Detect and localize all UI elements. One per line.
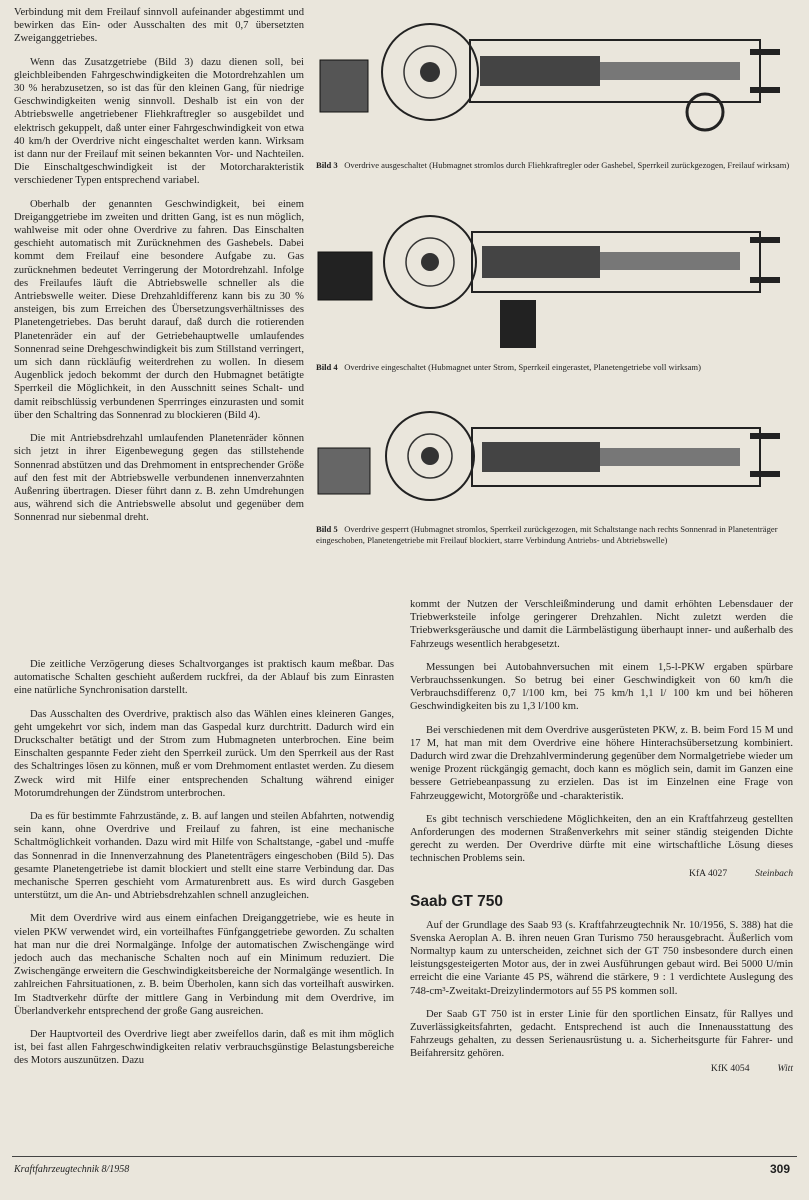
paragraph: Mit dem Overdrive wird aus einem einfachen Dreiganggetriebe, wie es heute in vielen PKW verwendet wird, ein vorteilhaftes Fünfganggetriebe geworden. Zu schalten hat man nur die drei Normalgänge. Infolge der automatischen Zwischengänge wird jedoch auch das mechanische Schalten noch auf ein Minimum reduziert. Die Zwischengänge erweitern die Geschwindigkeitsbereiche der Normalgänge wesentlich. In zahlreichen Fahrsituationen, z. B. beim Überholen, kann sich das vorteilhaft auswirken. Im Stadtverkehr dürfte der mittlere Gang in Verbindung mit dem Overdrive, im Überlandverkehr entsprechend der große Gang ausreichen. <box>14 913 394 1017</box>
reference-code: KfK 4054 <box>710 1062 750 1074</box>
figure-5-drawing <box>310 404 798 520</box>
paragraph: Es gibt technisch verschiedene Möglichkeiten, den an ein Kraftfahrzeug gestellten Anforderungen des modernen Straßenverkehrs mit seiner ständig steigenden Dichte gerecht zu werden. Der Overdrive dürfte mit eine wirtschaftliche Lösung dieses technischen Problems sein. <box>410 813 793 865</box>
paragraph: Auf der Grundlage des Saab 93 (s. Kraftfahrzeugtechnik Nr. 10/1956, S. 388) hat die Svenska Aeroplan A. B. ihren neuen Gran Turismo 750 herausgebracht. Äußerlich vom Normaltyp kaum zu unterscheiden, zeichnet sich der GT 750 insbesondere durch einen leistungsgesteigerten Motor aus, der in zwei Ausführungen gebaut wird. Bei 5000 U/min erreicht die eine Variante 45 PS, während die stärkere, 9 : 1 verdichtete Auslegung des 748-cm³-Zweitakt-Dreizylindermotors auf 55 PS kommen soll. <box>410 919 793 997</box>
right-column <box>410 598 793 1074</box>
paragraph: Oberhalb der genannten Geschwindigkeit, bei einem Dreiganggetriebe im zweiten und dritten Gang, ist es nun möglich, wahlweise mit oder ohne Overdrive zu fahren. Das Einschalten geschieht automatisch mit Zurücknehmen des Gashebels. Dabei kommt dem Freilauf eine besondere Aufgabe zu. Gas zurücknehmen bedeutet Verringerung der Motordrehzahl. Infolge des Freilaufes läuft die Abtriebswelle schneller als die Antriebswelle weiter. Diese Drehzahldifferenz kann bis zu 30 % ansteigen, bis zum Erreichen des Übersetzungsverhältnisses des Planetengetriebes. Das beruht darauf, daß durch die rotierenden Planetenräder ein auf der Getriebehauptwelle umlaufendes Sonnenrad seine Drehgeschwindigkeit bis zum Stillstand verringert, um sich dann rückläufig weiterdrehen zu wollen. In diesem Augenblick jedoch bekommt der durch den Hubmagnet betätigte Sperrkeil die Möglichkeit, in den Ausschnitt seines Schalt- und damit reibschlüssig verbundenen Sperrringes einzurasten und somit über den Schaltring das Sonnenrad zu blockieren (Bild 4). <box>14 198 304 421</box>
figure-4-caption <box>316 362 800 373</box>
author: Witt <box>777 1062 793 1074</box>
journal-name: Kraftfahrzeugtechnik 8/1958 <box>14 1164 130 1175</box>
figure-3-drawing <box>310 12 798 154</box>
figure-label: Bild 3 <box>316 160 338 170</box>
paragraph: Die zeitliche Verzögerung dieses Schaltvorganges ist praktisch kaum meßbar. Das automatische Schalten geschieht außerdem ruckfrei, da der Ablauf bis zum Einrasten eine natürliche Synchronisation darstellt. <box>14 659 394 697</box>
paragraph: Der Saab GT 750 ist in erster Linie für den sportlichen Einsatz, für Rallyes und Zuverlässigkeitsfahrten, gedacht. Entsprechend ist auch die Innenausstattung des Fahrzeugs gehalten, zu dessen Serienausrüstung u. a. Sicherheitsgurte für Fahrer- und Beifahrersitz gehören. <box>410 1008 793 1060</box>
signature <box>410 1063 793 1074</box>
figure-label: Bild 4 <box>316 362 338 372</box>
left-column-lower <box>14 658 394 1078</box>
figure-4-drawing <box>310 204 798 354</box>
article-title: Saab GT 750 <box>410 892 504 910</box>
figure-label: Bild 5 <box>316 524 338 534</box>
page-number: 309 <box>770 1162 791 1176</box>
paragraph: Bei verschiedenen mit dem Overdrive ausgerüsteten PKW, z. B. beim Ford 15 M und 17 M, hat man mit dem Overdrive eine höhere Hinterachsübersetzung kombiniert. Dadurch wird zwar die Drehzahlverminderung gegenüber dem Normalgetriebe wieder um wenige Prozent rückgängig gemacht, doch kann es möglich sein, damit im Ganzen eine bessere Getriebeanpassung zu erzielen. Das ist im Einzelnen eine Frage von Fahrzeuggewicht, Motorgröße und -charakteristik. <box>410 724 793 802</box>
author: Steinbach <box>755 867 793 879</box>
signature <box>410 868 793 879</box>
paragraph: Messungen bei Autobahnversuchen mit einem 1,5-l-PKW ergaben spürbare Verbrauchssenkungen. So betrug bei einer Geschwindigkeit von 60 km/h die Verbrauchsdifferenz 0,7 l/100 km, bei 75 km/h 1,1 l/ 100 km und bei höheren Geschwindigkeiten bis zu 1,3 l/100 km. <box>410 661 793 713</box>
figure-3-caption <box>316 160 800 171</box>
paragraph: Der Hauptvorteil des Overdrive liegt aber zweifellos darin, daß es mit ihm möglich ist, bei fast allen Fahrgeschwindigkeiten relativ verbrauchsgünstige Belastungsbereiche des Motors auszunützen. Dazu <box>14 1029 394 1067</box>
footer-rule <box>12 1156 797 1157</box>
figure-5-caption <box>316 524 800 546</box>
paragraph: Wenn das Zusatzgetriebe (Bild 3) dazu dienen soll, bei gleichbleibenden Fahrgeschwindigkeiten die Motordrehzahlen um 30 % herabzusetzen, so ist das für den kleinen Gang, für niedrige Geschwindigkeiten wenig sinnvoll. Deshalb ist ein von der Abtriebswelle angetriebener Fliehkraftregler so ausgebildet und elektrisch gekuppelt, daß unter einer Fahrgeschwindigkeit von etwa 40 km/h der Overdrive nicht eingeschaltet werden kann. Wirksam ist dann nur der Freilauf mit seinen bekannten Vor- und Nachteilen. Die Einschaltgeschwindigkeit ist der Motorcharakteristik verschiedener Typen entsprechend variabel. <box>14 56 304 187</box>
figure-caption: Overdrive gesperrt (Hubmagnet stromlos, Sperrkeil zurückgezogen, mit Schaltstange nach rechts Sonnenrad in Planetenträger eingeschoben, Planetengetriebe mit Freilauf blockiert, starre Verbindung Antriebs- und Abtriebswelle) <box>316 524 778 545</box>
reference-code: KfA 4027 <box>689 867 728 879</box>
figure-caption: Overdrive eingeschaltet (Hubmagnet unter Strom, Sperrkeil eingerastet, Planetengetriebe voll wirksam) <box>344 362 701 372</box>
paragraph: Das Ausschalten des Overdrive, praktisch also das Wählen eines kleineren Ganges, geht umgekehrt vor sich, indem man das Gaspedal kurz durchtritt. Dadurch wird ein Druckschalter betätigt und der Strom zum Hubmagneten unterbrochen. Eine beim Einschalten gespannte Feder zieht den Sperrkeil zurück. Um den Sperrkeil aus der Rast des Schaltringes lösen zu können, muß er vom Drehmoment entlastet werden. Zu diesem Zweck wird mit Hilfe einer entsprechenden Schaltung während einiger Motorumdrehungen der Zündstrom unterbrochen. <box>14 708 394 799</box>
left-column-upper <box>14 6 304 535</box>
paragraph: kommt der Nutzen der Verschleißminderung und damit erhöhten Lebensdauer der Triebwerksteile infolge geringerer Drehzahlen. Nicht zuletzt werden die Triebwerksgeräusche und damit die Lärmbelästigung überhaupt inner- und außerhalb des Fahrzeugs wesentlich herabgesetzt. <box>410 599 793 650</box>
paragraph: Verbindung mit dem Freilauf sinnvoll aufeinander abgestimmt und bewirken das Ein- oder Ausschalten des mit 0,7 übersetzten Zweiganggetriebes. <box>14 7 304 45</box>
figure-caption: Overdrive ausgeschaltet (Hubmagnet stromlos durch Fliehkraftregler oder Gashebel, Sperrkeil zurückgezogen, Freilauf wirksam) <box>344 160 790 170</box>
paragraph: Da es für bestimmte Fahrzustände, z. B. auf langen und steilen Abfahrten, notwendig sein kann, ohne Overdrive und Freilauf zu fahren, ist eine mechanische Schaltmöglichkeit vorhanden. Dazu wird mit Hilfe von Schaltstange, -gabel und -muffe das Sonnenrad in die Innenverzahnung des Planetenträgers eingeschoben (Bild 5). Das gesamte Planetengetriebe ist damit blockiert und stellt eine starre Verbindung dar. Das mechanische Sperren geschieht vom Armaturenbrett aus. Es wird durch Gasgeben unterstützt, um die An- und Abtriebsdrehzahlen schnell anzugleichen. <box>14 811 394 902</box>
paragraph: Die mit Antriebsdrehzahl umlaufenden Planetenräder können sich jetzt in ihrer Eigenbewegung gegen das stillstehende Sonnenrad abstützen und das Drehmoment in entsprechender Größe auf den fest mit der Abtriebswelle verbundenen innenverzahnten Außenring übertragen. Dieser führt dann z. B. zehn Umdrehungen aus, während sich die Antriebswelle absolut und gegenüber dem Sonnenrad nur siebenmal dreht. <box>14 433 304 524</box>
